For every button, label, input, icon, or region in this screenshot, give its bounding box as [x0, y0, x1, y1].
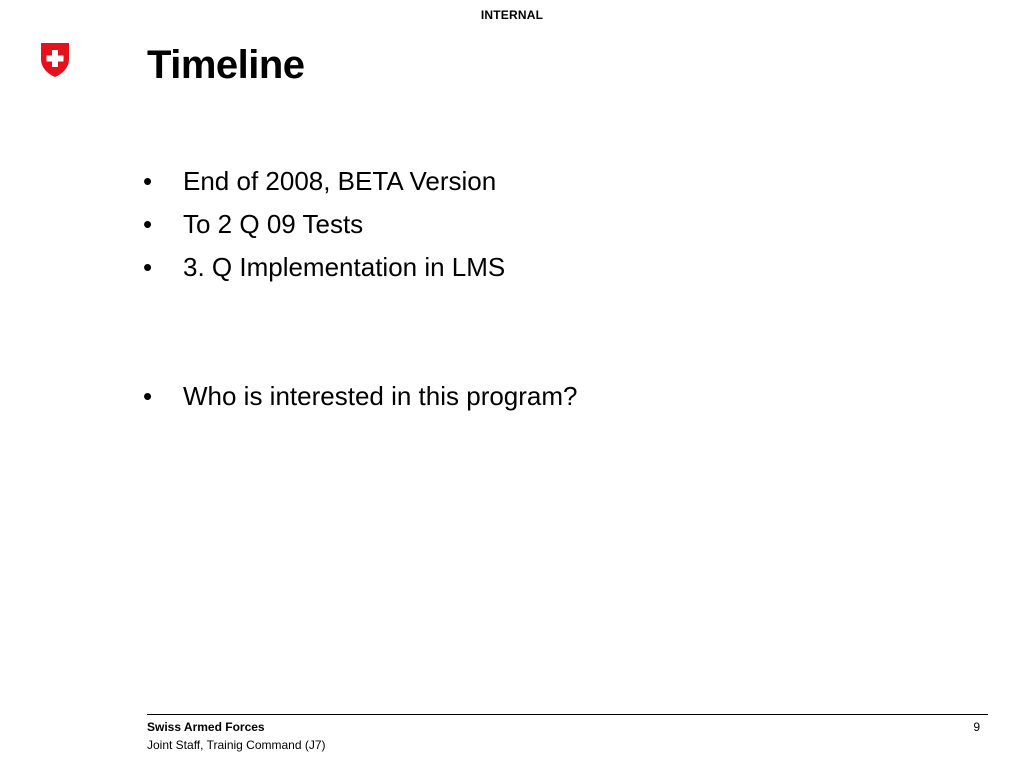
bullet-text: 3. Q Implementation in LMS	[183, 252, 506, 282]
bullet-icon: •	[143, 252, 153, 282]
slide-title: Timeline	[147, 43, 305, 87]
bullet-item	[143, 165, 496, 197]
footer-organization: Swiss Armed Forces	[147, 720, 265, 734]
classification-label: INTERNAL	[480, 8, 544, 22]
bullet-icon: •	[143, 209, 153, 239]
footer-divider	[147, 714, 988, 715]
bullet-item	[143, 208, 363, 240]
bullet-item	[143, 251, 505, 283]
bullet-icon: •	[143, 381, 153, 411]
footer-unit: Joint Staff, Trainig Command (J7)	[147, 738, 326, 752]
bullet-text: To 2 Q 09 Tests	[183, 209, 364, 239]
bullet-text: Who is interested in this program?	[183, 381, 578, 411]
bullet-item	[143, 380, 578, 412]
swiss-shield-icon	[40, 42, 70, 78]
bullet-text: End of 2008, BETA Version	[183, 166, 497, 196]
bullet-icon: •	[143, 166, 153, 196]
page-number: 9	[973, 720, 980, 734]
